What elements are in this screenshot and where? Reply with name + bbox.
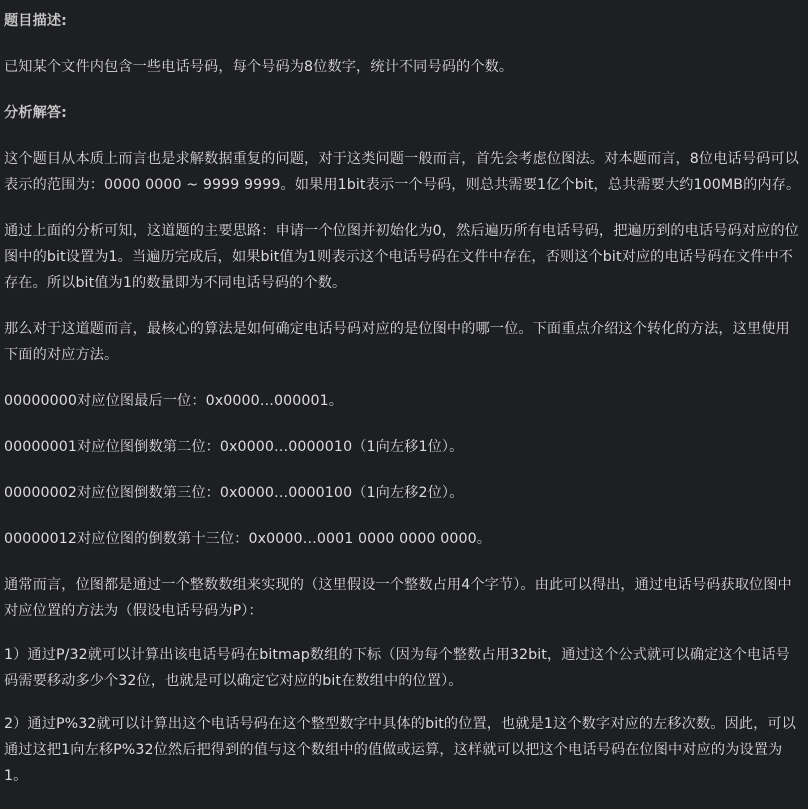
mapping-line-4: 00000012对应位图的倒数第十三位：0x0000…0001 0000 0000 0000。 [4, 531, 492, 547]
mapping-line-2: 00000001对应位图倒数第二位：0x0000…0000010（1向左移1位）。 [4, 439, 464, 455]
step-1: 1）通过P/32就可以计算出该电话号码在bitmap数组的下标（因为每个整数占用32bit，通过这个公式就可以确定这个电话号码需要移动多少个32位，也就是可以确定它对应的bit在数组中的位置）。 [4, 647, 790, 689]
paragraph-4: 通常而言，位图都是通过一个整数数组来实现的（这里假设一个整数占用4个字节）。由此可以得出，通过电话号码获取位图中对应位置的方法为（假设电话号码为P）： [4, 577, 792, 619]
problem-text: 已知某个文件内包含一些电话号码，每个号码为8位数字，统计不同号码的个数。 [4, 59, 514, 75]
article-body [4, 8, 804, 809]
paragraph-3: 那么对于这道题而言，最核心的算法是如何确定电话号码对应的是位图中的哪一位。下面重点介绍这个转化的方法，这里使用下面的对应方法。 [4, 321, 790, 363]
paragraph-1: 这个题目从本质上而言也是求解数据重复的问题，对于这类问题一般而言，首先会考虑位图法。对本题而言，8位电话号码可以表示的范围为：0000 0000 ~ 9999 9999。如果用1bit表示一个号码，则总共需要1亿个bit，总共需要大约100MB的内存。 [4, 151, 801, 193]
step-2: 2）通过P%32就可以计算出这个电话号码在这个整型数字中具体的bit的位置，也就是1这个数字对应的左移次数。因此，可以通过这把1向左移P%32位然后把得到的值与这个数组中的值做或运算，这样就可以把这个电话号码在位图中对应的为设置为1。 [4, 716, 796, 784]
heading-analysis: 分析解答: [4, 105, 67, 121]
mapping-line-3: 00000002对应位图倒数第三位：0x0000…0000100（1向左移2位）。 [4, 485, 464, 501]
paragraph-2: 通过上面的分析可知，这道题的主要思路：申请一个位图并初始化为0，然后遍历所有电话号码，把遍历到的电话号码对应的位图中的bit设置为1。当遍历完成后，如果bit值为1则表示这个电话号码在文件中存在，否则这个bit对应的电话号码在文件中不存在。所以bit值为1的数量即为不同电话号码的个数。 [4, 223, 799, 291]
mapping-line-1: 00000000对应位图最后一位：0x0000…000001。 [4, 393, 344, 409]
heading-problem: 题目描述: [4, 13, 67, 29]
